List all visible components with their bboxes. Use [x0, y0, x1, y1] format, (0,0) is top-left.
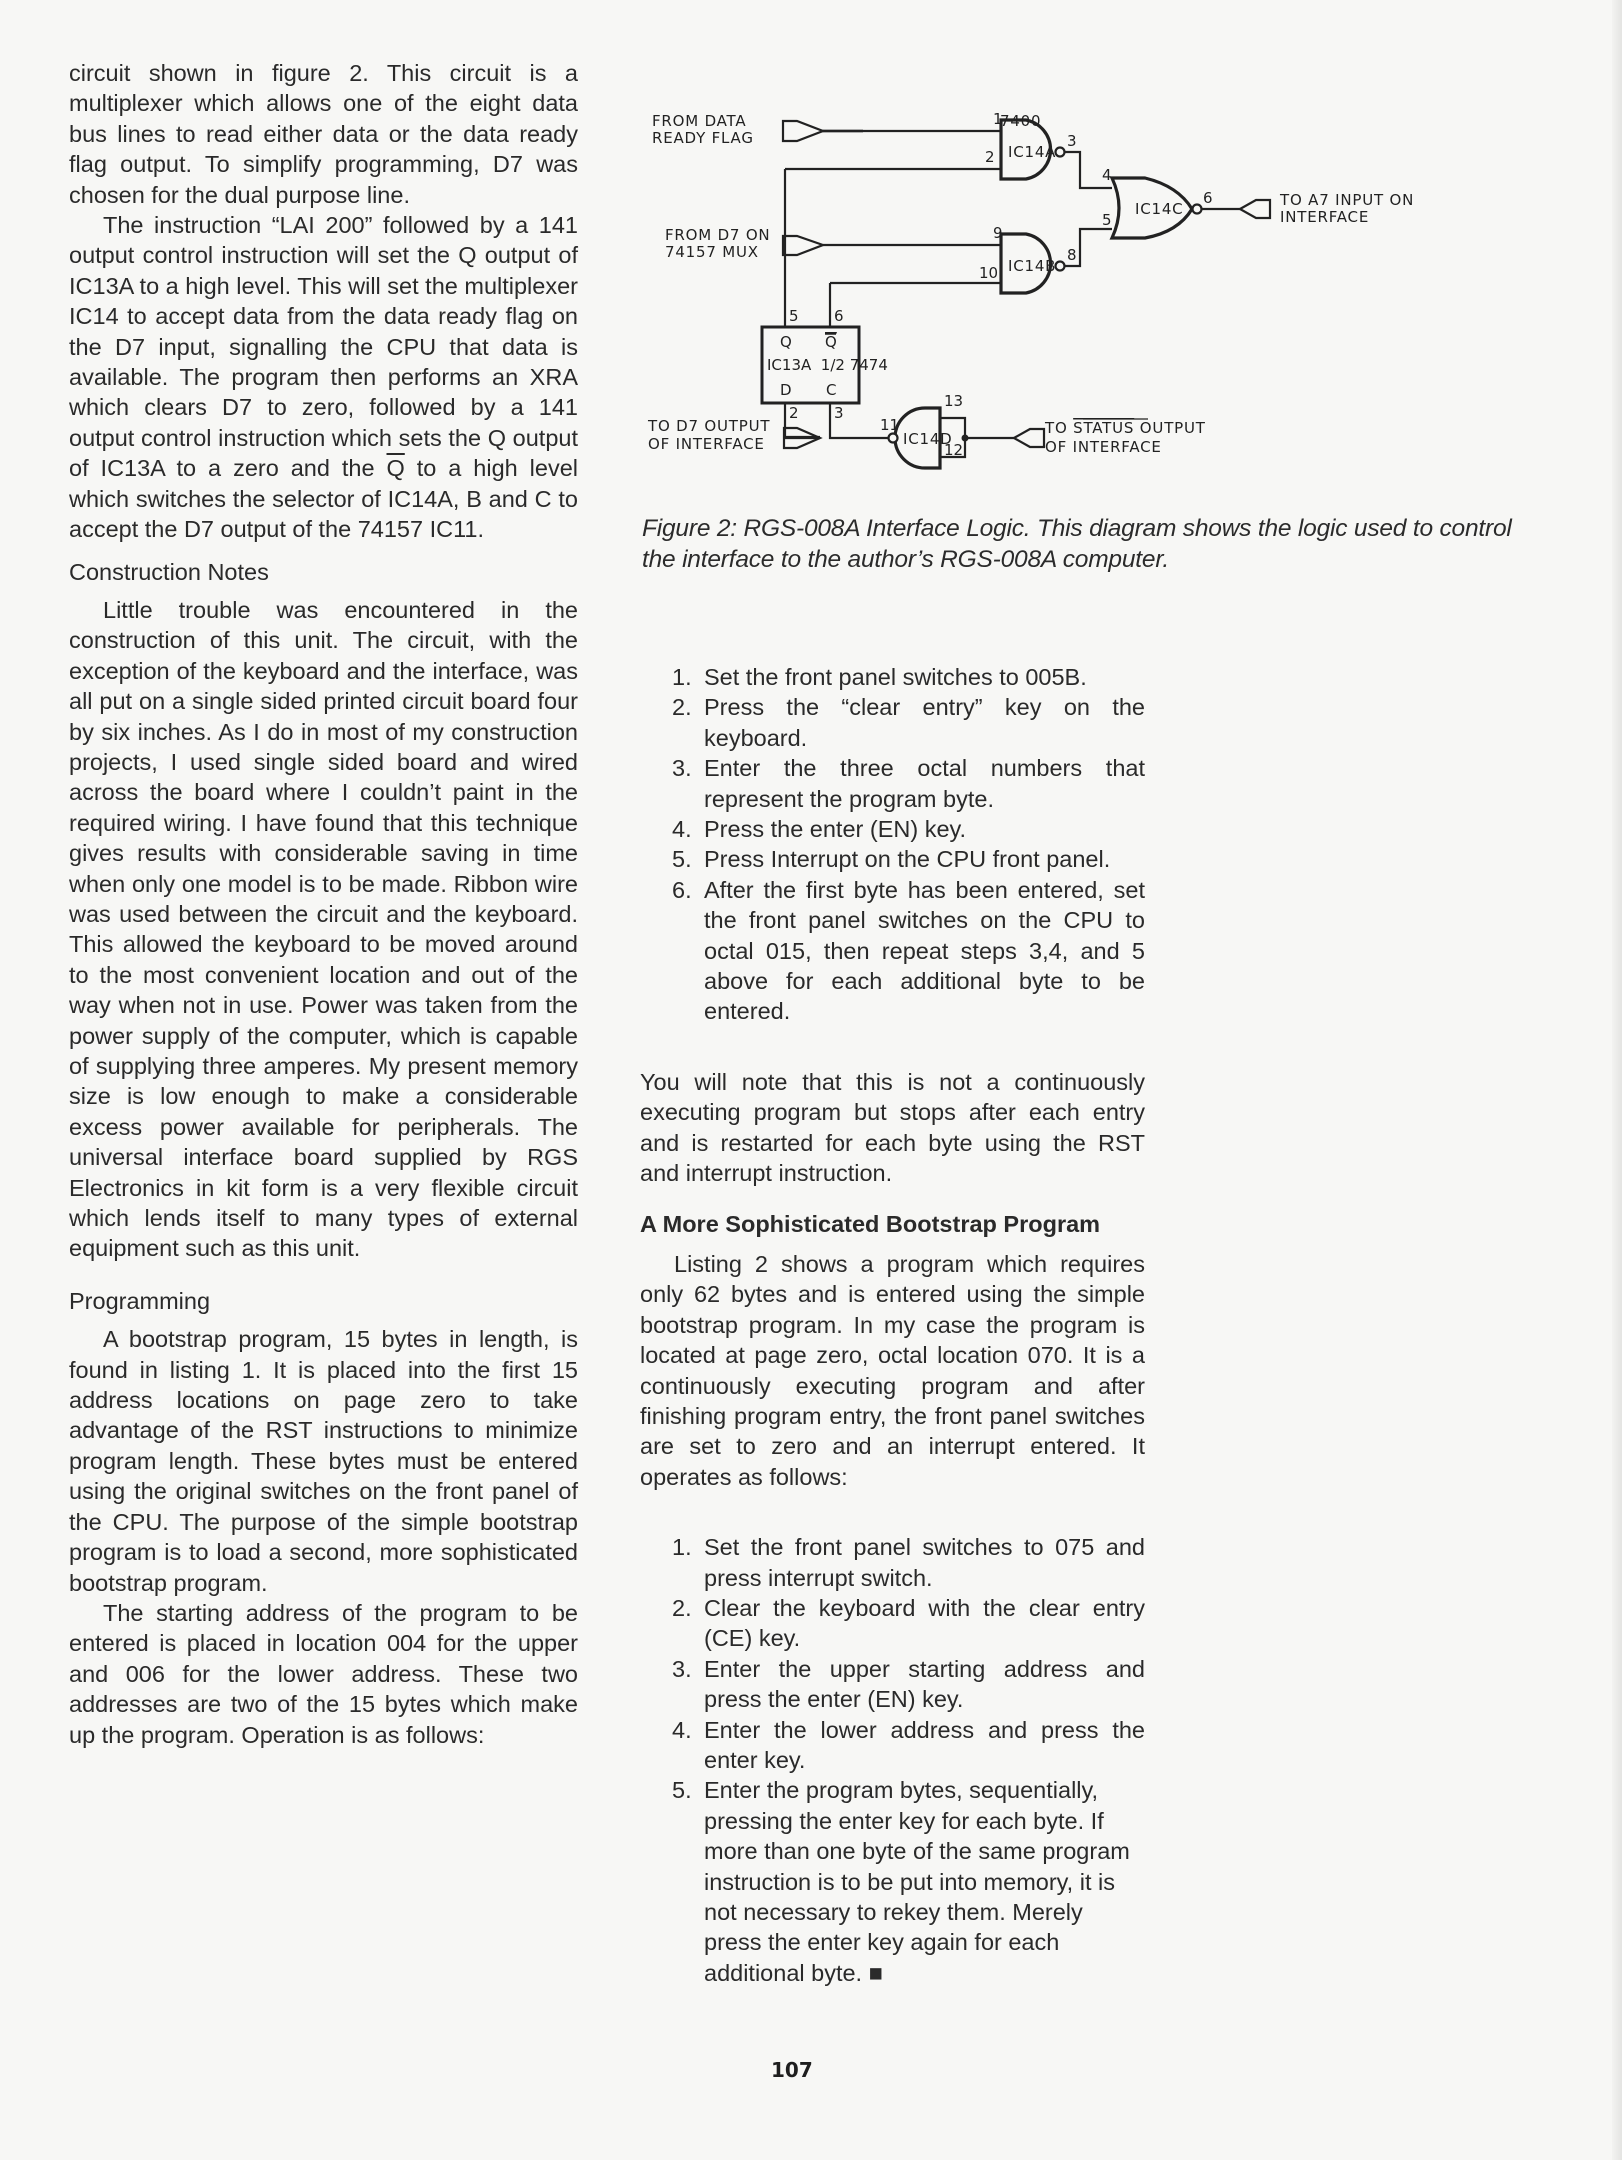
step-item: 1. Set the front panel switches to 075 and press interrupt switch. — [672, 1534, 1145, 1591]
step-item: 3. Enter the three octal numbers that represent the program byte. — [672, 755, 1145, 812]
ff-qbar-label: Q — [825, 333, 837, 351]
input-label-d7-output-line1: TO D7 OUTPUT — [648, 417, 771, 435]
pin-label: 6 — [1203, 189, 1213, 207]
right-column — [640, 662, 1145, 1988]
step-item: 6. After the first byte has been entered, set the front panel switches on the CPU to octal 015, then repeat steps 3,4, and 5 above for each additional byte to be entered. — [672, 876, 1145, 1025]
end-of-article-mark: ■ — [868, 1959, 883, 1986]
pin-label: 2 — [789, 404, 799, 422]
output-label-a7-line2: INTERFACE — [1280, 208, 1370, 226]
step-item: 2. Press the “clear entry” key on the keyboard. — [672, 694, 1145, 751]
pin-label: 1 — [993, 110, 1003, 128]
step-item: 5. Enter the program bytes, sequentially, pressing the enter key for each byte. If more than one byte of the same program instruction is to be put into memory, it is not necessary to rekey them. Merely press the enter key again for each additional byte. ■ — [672, 1777, 1130, 1986]
bootstrap-paragraph: Listing 2 shows a program which requires only 62 bytes and is entered using the simple bootstrap program. In my case the program is located at page zero, octal location 070. It is a continuously executing program and after finishing program entry, the front panel switches are set to zero and an interrupt entered. It operates as follows: — [640, 1250, 1145, 1490]
note-paragraph: You will note that this is not a continuously executing program but stops after each entry and is restarted for each byte using the RST and interrupt instruction. — [640, 1068, 1145, 1187]
pin-label: 8 — [1067, 246, 1077, 264]
pin-label: 11 — [880, 416, 900, 434]
pin-label: 4 — [1102, 166, 1112, 184]
gate-label-ic14a: IC14A — [1008, 143, 1057, 161]
intro-paragraph-1: circuit shown in figure 2. This circuit is a multiplexer which allows one of the eight data bus lines to read either data or the data ready flag output. To simplify programming, D7 was chosen for the dual purpose line. — [69, 60, 578, 208]
pin-label: 9 — [993, 224, 1003, 242]
input-label-d7-output-line2: OF INTERFACE — [648, 435, 765, 453]
pin-label: 2 — [985, 148, 995, 166]
ff-d-label: D — [780, 381, 792, 399]
ff-q-label: Q — [780, 333, 792, 351]
page-number: 107 — [771, 2058, 813, 2082]
bootstrap-heading: A More Sophisticated Bootstrap Program — [640, 1210, 1101, 1237]
pin-label: 12 — [944, 441, 964, 459]
output-connector-status — [1014, 429, 1044, 447]
ff-c-label: C — [826, 381, 837, 399]
step-item: 4. Press the enter (EN) key. — [672, 816, 967, 843]
construction-notes-heading: Construction Notes — [69, 558, 269, 585]
sophisticated-bootstrap-steps — [640, 1532, 1145, 1988]
output-label-status-line2: OF INTERFACE — [1045, 438, 1162, 456]
ff-name-label: IC13A 1/2 7474 — [767, 356, 888, 374]
step-item: 2. Clear the keyboard with the clear entry (CE) key. — [672, 1594, 1145, 1652]
construction-paragraph: Little trouble was encountered in the construction of this unit. The circuit, with the exception of the keyboard and the interface, was all put on a single sided printed circuit board four by six inches. As I do in most of my construction projects, I used single sided board and wired across the board where I couldn’t paint in the required wiring. I have found that this technique gives results with considerable saving in time when only one model is to be made. Ribbon wire was used between the circuit and the keyboard. This allowed the keyboard to be moved around to the most convenient location and out of the way when not in use. Power was taken from the power supply of the computer, which is capable of supplying three amperes. My present memory size is low enough to make a considerable excess power available for peripherals. The universal interface board supplied by RGS Electronics in kit form is a very flexible circuit which lends itself to many types of external equipment such as this unit. — [69, 596, 578, 1262]
step-item: 5. Press Interrupt on the CPU front panel. — [672, 846, 1111, 873]
pin-label: 3 — [834, 404, 844, 422]
input-label-d7-mux-line2: 74157 MUX — [665, 243, 759, 261]
pin-label: 3 — [1067, 132, 1077, 150]
input-label-data-ready-line1: FROM DATA — [652, 112, 747, 130]
output-label-status-line1: TO STATUS OUTPUT — [1045, 419, 1206, 437]
pin-label: 5 — [1102, 211, 1112, 229]
step-item: 3. Enter the upper starting address and press the enter (EN) key. — [672, 1655, 1145, 1713]
programming-paragraph-2: The starting address of the program to be entered is placed in location 004 for the upper and 006 for the lower address. These two addresses are two of the 15 bytes which make up the program. Operation is as follows: — [69, 1599, 578, 1748]
gate-label-ic14d: IC14D — [903, 430, 953, 448]
pin-label: 5 — [789, 307, 799, 325]
step-item: 4. Enter the lower address and press the enter key. — [672, 1716, 1145, 1773]
input-label-d7-mux-line1: FROM D7 ON — [665, 226, 771, 244]
logic-diagram — [0, 0, 1622, 500]
output-connector-a7 — [1240, 200, 1270, 218]
programming-paragraph-1: A bootstrap program, 15 bytes in length, is found in listing 1. It is placed into the first 15 address locations on page zero to take advantage of the RST instructions to minimize program length. These bytes must be entered using the original switches on the front panel of the CPU. The purpose of the simple bootstrap program is to load a second, more sophisticated bootstrap program. — [69, 1326, 578, 1596]
q-bar-symbol: $\overline{Q}$ — [386, 455, 405, 482]
chip-label-7400: 7400 — [1000, 112, 1042, 130]
programming-heading: Programming — [69, 1287, 211, 1314]
output-label-a7-line1: TO A7 INPUT ON — [1280, 191, 1415, 209]
pin-label: 13 — [944, 392, 964, 410]
figure-caption: Figure 2: RGS-008A Interface Logic. This diagram shows the logic used to control the interface to the author’s RGS-008A computer. — [642, 515, 1512, 573]
gate-label-ic14b: IC14B — [1008, 257, 1057, 275]
step-item: 1. Set the front panel switches to 005B. — [672, 664, 1087, 690]
pin-label: 6 — [834, 307, 844, 325]
intro-paragraph-2: The instruction “LAI 200” followed by a 141 output control instruction will set the Q output of IC13A to a high level. This will set the multiplexer IC14 to accept data from the data ready flag on the D7 input, signalling the CPU that data is available. The program then performs an XRA which clears D7 to zero, followed by a 141 output control instruction which sets the Q output of IC13A to a zero and the $\overline{Q}$ to a high level which switches the selector of IC14A, B and C to accept the D7 output of the 74157 IC11. — [69, 212, 578, 543]
input-connector-data-ready — [783, 121, 823, 141]
pin-label: 10 — [979, 264, 999, 282]
gate-label-ic14c: IC14C — [1135, 200, 1184, 218]
input-label-data-ready-line2: READY FLAG — [652, 129, 754, 147]
input-connector-d7-mux — [783, 236, 823, 255]
simple-bootstrap-steps — [640, 662, 1145, 1027]
